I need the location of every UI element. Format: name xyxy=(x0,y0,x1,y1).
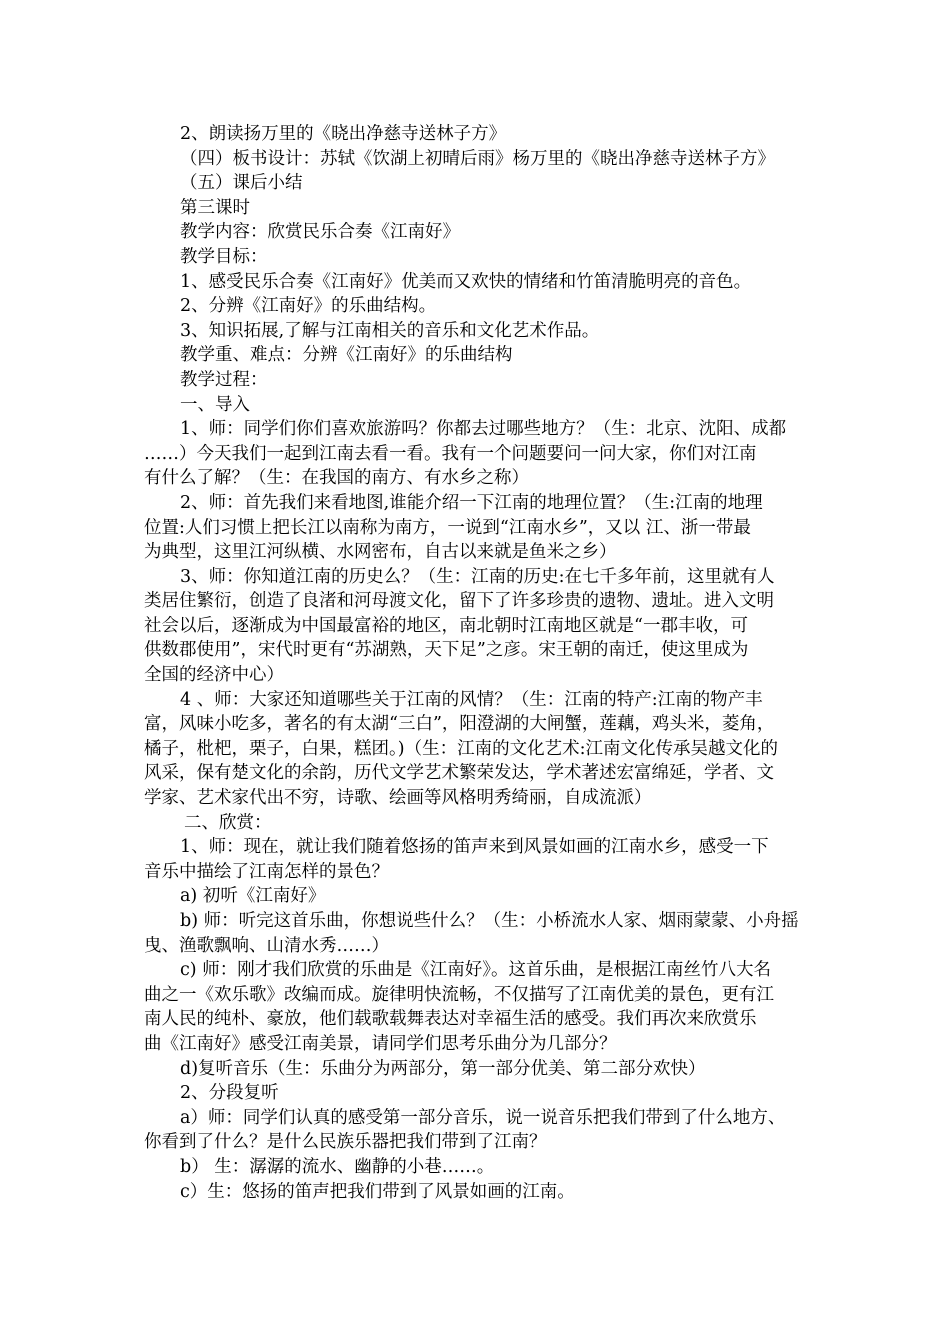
text-line: 位置:人们习惯上把长江以南称为南方，一说到“江南水乡”，又以 江、浙一带最 xyxy=(144,517,751,538)
section-heading: 第三课时 xyxy=(180,197,250,218)
text-line: 富，风味小吃多，著名的有太湖“三白”，阳澄湖的大闸蟹，莲藕，鸡头米，菱角， xyxy=(144,714,775,735)
text-line: a) 初听《江南好》 xyxy=(180,886,326,907)
text-line: 风采，保有楚文化的余韵，历代文学艺术繁荣发达，学术著述宏富绵延，学者、文 xyxy=(144,763,774,784)
document-body xyxy=(144,122,816,1204)
text-line: 1、师：同学们你们喜欢旅游吗？你都去过哪些地方？（生：北京、沈阳、成都 xyxy=(180,419,787,440)
text-line: 类居住繁衍，创造了良渚和河母渡文化，留下了许多珍贵的遗物、遗址。进入文明 xyxy=(144,591,774,612)
text-line: 2、朗读扬万里的《晓出净慈寺送林子方》 xyxy=(180,124,507,144)
text-line: 2、师：首先我们来看地图,谁能介绍一下江南的地理位置？（生:江南的地理 xyxy=(180,492,763,513)
text-line: 4 、师：大家还知道哪些关于江南的风情？（生：江南的特产:江南的物产丰 xyxy=(180,689,763,710)
text-line: 学家、艺术家代出不穷，诗歌、绘画等风格明秀绮丽，自成流派） xyxy=(144,788,652,809)
text-line: ……）今天我们一起到江南去看一看。我有一个问题要问一问大家，你们对江南 xyxy=(144,443,757,464)
text-line: d)复听音乐（生：乐曲分为两部分，第一部分优美、第二部分欢快） xyxy=(180,1058,706,1079)
text-line: （四）板书设计：苏轼《饮湖上初晴后雨》杨万里的《晓出净慈寺送林子方》 xyxy=(180,148,775,169)
text-line: 社会以后，逐渐成为中国最富裕的地区，南北朝时江南地区就是“一郡丰收，可 xyxy=(144,615,748,636)
text-line: b） 生：潺潺的流水、幽静的小巷……。 xyxy=(180,1156,495,1177)
text-line: 为典型，这里江河纵横、水网密布，自古以来就是鱼米之乡） xyxy=(144,542,617,563)
text-line: c）生：悠扬的笛声把我们带到了风景如画的江南。 xyxy=(180,1181,575,1202)
text-line: 你看到了什么？是什么民族乐器把我们带到了江南？ xyxy=(144,1132,547,1153)
text-line: 曲《江南好》感受江南美景，请同学们思考乐曲分为几部分？ xyxy=(144,1033,617,1054)
text-line: 2、分辨《江南好》的乐曲结构。 xyxy=(180,296,437,317)
text-line: 有什么了解？（生：在我国的南方、有水乡之称） xyxy=(144,468,529,489)
text-line: a）师：同学们认真的感受第一部分音乐，说一说音乐把我们带到了什么地方、 xyxy=(180,1107,786,1128)
section-heading: 一、导入 xyxy=(180,394,250,415)
text-line: 教学过程： xyxy=(180,369,268,390)
text-line: 音乐中描绘了江南怎样的景色？ xyxy=(144,861,389,882)
text-line: 全国的经济中心） xyxy=(144,665,284,686)
text-line: 教学重、难点：分辨《江南好》的乐曲结构 xyxy=(180,345,513,366)
text-line: 1、师：现在，就让我们随着悠扬的笛声来到风景如画的江南水乡，感受一下 xyxy=(180,837,769,858)
text-line: b) 师：听完这首乐曲，你想说些什么？（生：小桥流水人家、烟雨蒙蒙、小舟摇 xyxy=(180,911,799,931)
text-line: 2、分段复听 xyxy=(180,1083,279,1104)
text-line: 供数郡使用”，宋代时更有“苏湖熟，天下足”之彦。宋王朝的南迁，使这里成为 xyxy=(144,640,749,661)
text-line: 曲之一《欢乐歌》改编而成。旋律明快流畅，不仅描写了江南优美的景色，更有江 xyxy=(144,984,774,1005)
text-line: 教学内容：欣赏民乐合奏《江南好》 xyxy=(180,222,460,243)
text-line: 南人民的纯朴、豪放，他们载歌载舞表达对幸福生活的感受。我们再次来欣赏乐 xyxy=(144,1009,757,1030)
text-line: 教学目标： xyxy=(180,246,268,267)
section-heading: 二、欣赏： xyxy=(184,812,272,833)
text-line: （五）课后小结 xyxy=(180,173,303,194)
text-line: 1、感受民乐合奏《江南好》优美而又欢快的情绪和竹笛清脆明亮的音色。 xyxy=(180,271,752,292)
text-line: c) 师：刚才我们欣赏的乐曲是《江南好》。这首乐曲，是根据江南丝竹八大名 xyxy=(180,960,771,981)
text-line: 橘子，枇杷，栗子，白果，糕团。)（生：江南的文化艺术:江南文化传承吴越文化的 xyxy=(144,738,778,759)
text-line: 3、师：你知道江南的历史么？（生：江南的历史:在七千多年前，这里就有人 xyxy=(180,566,775,587)
text-line: 3、知识拓展,了解与江南相关的音乐和文化艺术作品。 xyxy=(180,320,600,341)
text-line: 曳、渔歌飘响、山清水秀……） xyxy=(144,935,389,956)
